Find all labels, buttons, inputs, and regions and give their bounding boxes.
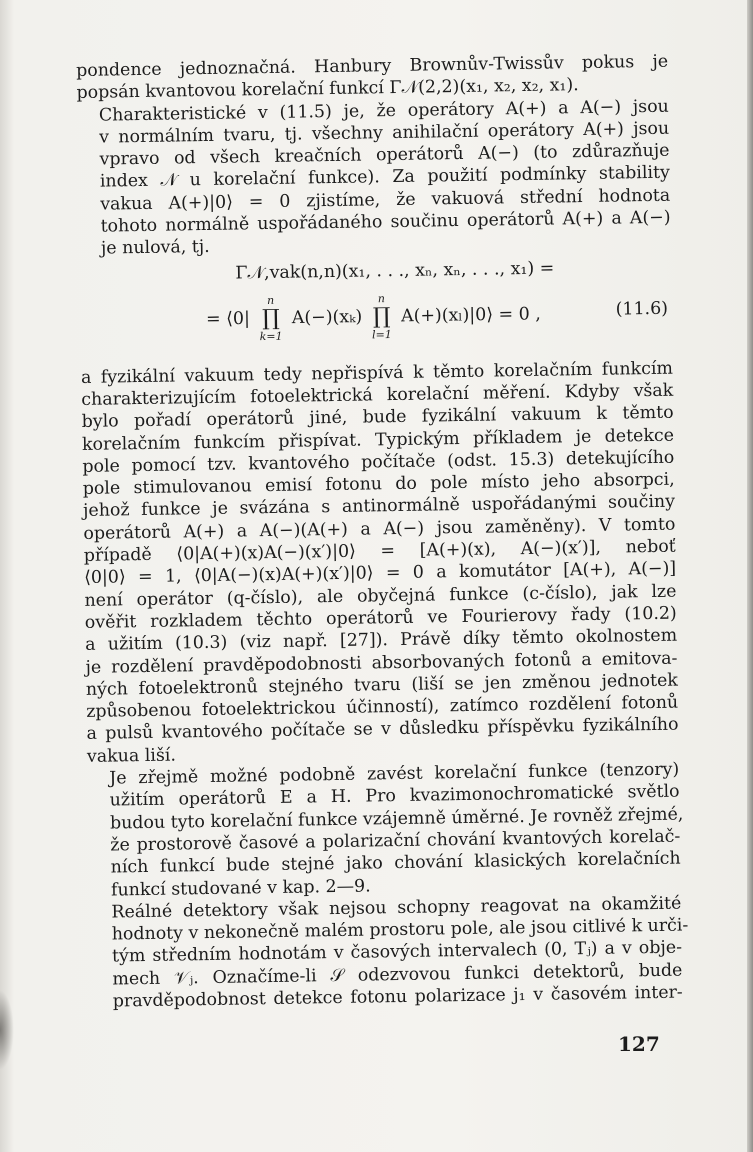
text-line: jehož funkce je svázána s antinormálně uspořádanými součiny	[82, 492, 676, 522]
text-line: bylo pořadí operátorů jiné, bude fyzikální vakuum k těmto	[81, 402, 674, 433]
text-line: v normálním tvaru, tj. všechny anihilační operátory A(+) jsou	[99, 118, 670, 148]
paragraph-5	[89, 892, 689, 1013]
equation-11-6	[79, 255, 672, 356]
product-lower-limit: l=1	[371, 327, 392, 342]
text-line: pole pomocí tzv. kvantového počítače (odst. 15.3) detekujícího	[82, 447, 675, 477]
text-line: vpravo od všech kreačních operátorů A(−) (to zdůrazňuje	[99, 140, 670, 170]
product-operator-k	[259, 293, 283, 343]
equation-line-1: Γ𝒩,vak(n,n)(x₁, . . ., xₙ, xₙ, . . ., x₁) =	[235, 258, 555, 284]
text-line: mech 𝒱ⱼ. Označíme-li 𝒮 odezvovou funkci detektorů, bude	[112, 960, 683, 990]
text-line: hodnoty v nekonečně malém prostoru pole, ale jsou citlivé k urči-	[111, 915, 689, 945]
page-number: 127	[618, 1032, 660, 1056]
text-line: ních funkcí bude stejné jako chování klasických korelačních	[110, 848, 681, 878]
text-line: Reálné detektory však nejsou schopny reagovat na okamžité	[111, 893, 682, 923]
paragraph-2	[77, 95, 671, 260]
body-text	[76, 51, 689, 1013]
text-line: operátorů A(+) a A(−)(A(+) a A(−) jsou zaměněny). V tomto	[83, 514, 676, 544]
paragraph-3	[81, 357, 679, 768]
text-line: ných fotoelektronů stejného tvaru (liší se jen změnou jednotek	[85, 670, 678, 700]
text-line: pravděpodobnost detekce fotonu polarizace j₁ v časovém inter-	[112, 982, 683, 1012]
text-line: budou tyto korelační funkce vzájemně úměrné. Je rovněž zřejmé,	[109, 804, 684, 834]
equation-annihilation-term: A(+)(xₗ)|0⟩ = 0 ,	[400, 303, 541, 327]
product-lower-limit: k=1	[259, 329, 283, 343]
equation-bra: = ⟨0|	[205, 308, 251, 330]
equation-number: (11.6)	[615, 298, 669, 320]
text-line: charakterizujícím fotoelektrická korelační měření. Kdyby však	[81, 380, 674, 410]
text-line: není operátor (q-číslo), ale obyčejná funkce (c-číslo), jak lze	[84, 581, 677, 611]
paragraph-4	[87, 759, 684, 902]
product-upper-limit: n	[377, 291, 386, 305]
text-line: funkcí studované v kap. 2—9.	[110, 875, 371, 901]
text-line: Je zřejmě možné podobně zavést korelační funkce (tenzory)	[109, 759, 680, 789]
text-line: vakua liší.	[86, 745, 177, 767]
text-line: případě ⟨0|A(+)(x)A(−)(x′)|0⟩ = [A(+)(x), A(−)(x′)], neboť	[83, 536, 676, 566]
text-line: tohoto normálně uspořádaného součinu operátorů A(+) a A(−)	[100, 207, 671, 237]
text-line: tým středním hodnotám v časových intervalech (0, Tⱼ) a v obje-	[111, 937, 683, 967]
text-line: a fyzikální vakuum tedy nepřispívá k těmto korelačním funkcím	[80, 358, 674, 388]
text-line: popsán kvantovou korelační funkcí Γ𝒩(2,2)(x₁, x₂, x₂, x₁).	[76, 75, 579, 104]
page-edge-shadow	[747, 0, 753, 1152]
equation-line-2	[206, 289, 541, 344]
equation-creation-term: A(−)(xₖ)	[291, 306, 363, 328]
text-line: pondence jednoznačná. Hanbury Brownův-Twissův pokus je	[76, 51, 669, 81]
text-line: ověřit rozkladem těchto operátorů ve Fourierovy řady (10.2)	[84, 603, 677, 633]
text-line: způsobenou fotoelektrickou účinností), zatímco rozdělení fotonů	[86, 692, 679, 723]
text-line: index 𝒩 u korelační funkce). Za použití podmínky stability	[99, 163, 671, 193]
text-line: vakua A(+)|0⟩ = 0 zjistíme, že vakuová střední hodnota	[100, 185, 671, 215]
text-line: užitím operátorů E a H. Pro kvazimonochromatické světlo	[109, 781, 680, 811]
text-line: a užitím (10.3) (viz např. [27]). Právě díky těmto okolnostem	[85, 625, 678, 656]
product-symbol: ∏	[372, 303, 391, 330]
product-symbol: ∏	[261, 305, 280, 331]
scan-smudge	[0, 990, 14, 1070]
text-line: že prostorově časové a polarizační chování kvantových korelač-	[110, 826, 681, 856]
text-line: je nulová, tj.	[100, 237, 210, 260]
text-line: ⟨0|0⟩ = 1, ⟨0|A(−)(x)A(+)(x′)|0⟩ = 0 a komutátor [A(+), A(−)]	[83, 558, 677, 589]
text-line: pole stimulovanou emisí fotonu do pole místo jeho absorpci,	[82, 469, 675, 500]
text-line: je rozdělení pravděpodobnosti absorbovaných fotonů a emitova-	[85, 648, 678, 678]
product-operator-l	[371, 292, 392, 342]
text-line: korelačním funkcím přispívat. Typickým příkladem je detekce	[81, 425, 675, 455]
product-upper-limit: n	[266, 293, 275, 307]
text-line: a pulsů kvantového počítače se v důsledku příspěvku fyzikálního	[86, 715, 679, 745]
text-line: Charakteristické v (11.5) je, že operátory A(+) a A(−) jsou	[98, 96, 669, 126]
